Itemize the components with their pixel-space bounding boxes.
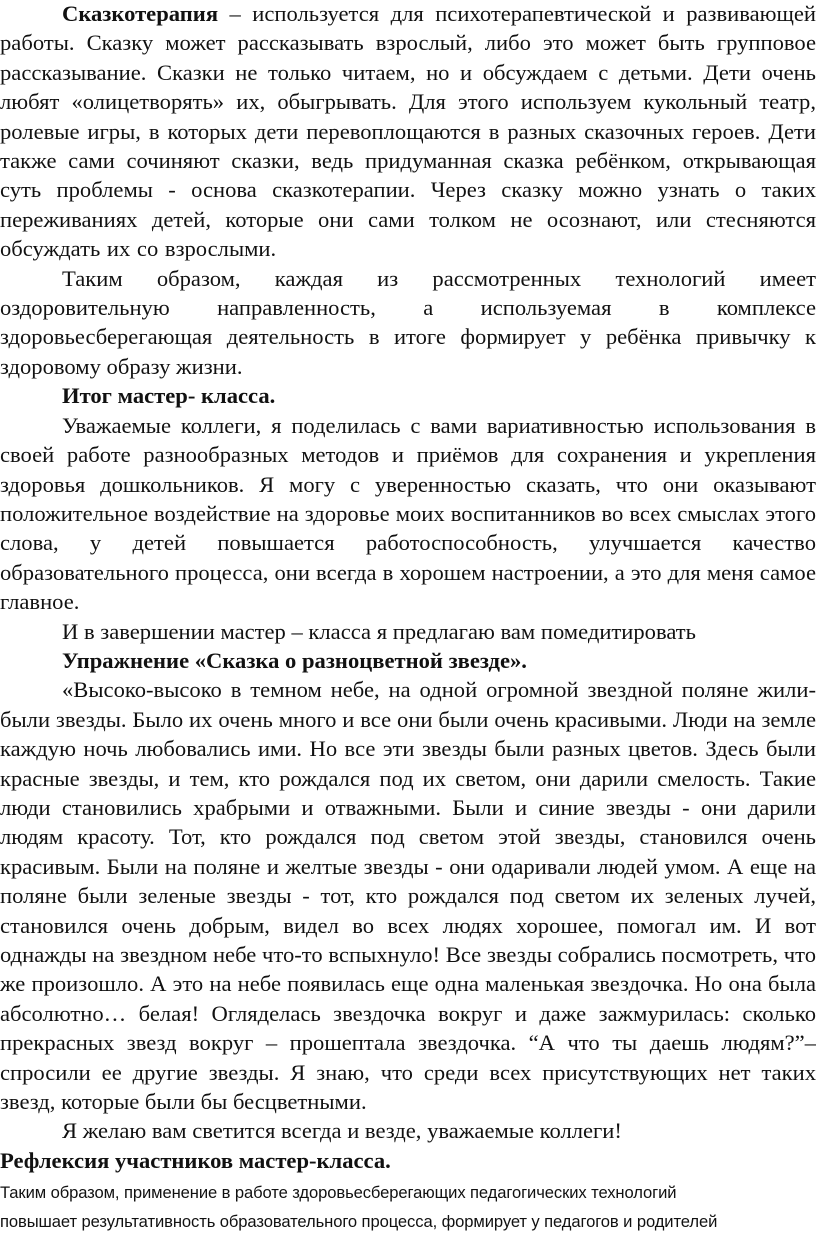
footer-line-2: повышает результативность образовательного процесса, формирует у педагогов и родителей xyxy=(0,1212,718,1232)
heading-summary: Итог мастер- класса. xyxy=(62,383,276,409)
heading-exercise: Упражнение «Сказка о разноцветной звезде». xyxy=(62,647,527,673)
paragraph-fairy-therapy xyxy=(0,0,816,264)
paragraph-wish: Я желаю вам светится всегда и везде, уважаемые коллеги! xyxy=(62,1118,622,1144)
paragraph-meditation: И в завершении мастер – класса я предлагаю вам помедитировать xyxy=(62,618,696,644)
paragraph-text: – используется для психотерапевтической и развивающей работы. Сказку может рассказывать взрослый, либо это может быть групповое рассказывание. Сказки не только читаем, но и обсуждаем с детьми. Дети очень любят «олицетворять» их, обыгрывать. Для этого используем кукольный театр, ролевые игры, в которых дети перевоплощаются в разных сказочных героев. Дети также сами сочиняют сказки, ведь придуманная сказка ребёнком, открывающая суть проблемы - основа сказкотерапии. Через сказку можно узнать о таких переживаниях детей, которые они сами толком не осознают, или стесняются обсуждать их со взрослыми. xyxy=(0,1,816,262)
footer-line-1: Таким образом, применение в работе здоровьесберегающих педагогических технологий xyxy=(0,1183,677,1203)
paragraph-star-tale: «Высоко-высоко в темном небе, на одной огромной звездной поляне жили-были звезды. Было их очень много и все они были очень красивыми. Люди на земле каждую ночь любовались ими. Но все эти звезды были разных цветов. Здесь были красные звезды, и тем, кто рождался под их светом, они дарили смелость. Такие люди становились храбрыми и отважными. Были и синие звезды - они дарили людям красоту. Тот, кто рождался под светом этой звезды, становился очень красивым. Были на поляне и желтые звезды - они одаривали людей умом. А еще на поляне были зеленые звезды - тот, кто рождался под светом их зеленых лучей, становился очень добрым, видел во всех людях хорошее, помогал им. И вот однажды на звездном небе что-то вспыхнуло! Все звезды собрались посмотреть, что же произошло. А это на небе появилась еще одна маленькая звездочка. Но она была абсолютно… белая! Огляделась звездочка вокруг и даже зажмурилась: сколько прекрасных звезд вокруг – прошептала звездочка. “А что ты даешь людям?”– спросили ее другие звезды. Я знаю, что среди всех присутствующих нет таких звезд, которые были бы бесцветными. xyxy=(0,677,816,1115)
paragraph-conclusion: Таким образом, каждая из рассмотренных технологий имеет оздоровительную направленность, а используемая в комплексе здоровьесберегающая деятельность в итоге формирует у ребёнка привычку к здоровому образу жизни. xyxy=(0,265,816,379)
term-fairy-therapy: Сказкотерапия xyxy=(62,1,219,26)
paragraph-colleagues: Уважаемые коллеги, я поделилась с вами вариативностью использования в своей работе разнообразных методов и приёмов для сохранения и укрепления здоровья дошкольников. Я могу с уверенностью сказать, что они оказывают положительное воздействие на здоровье моих воспитанников во всех смыслах этого слова, у детей повышается работоспособность, улучшается качество образовательного процесса, они всегда в хорошем настроении, а это для меня самое главное. xyxy=(0,412,816,615)
heading-reflection: Рефлексия участников мастер-класса. xyxy=(0,1147,391,1173)
